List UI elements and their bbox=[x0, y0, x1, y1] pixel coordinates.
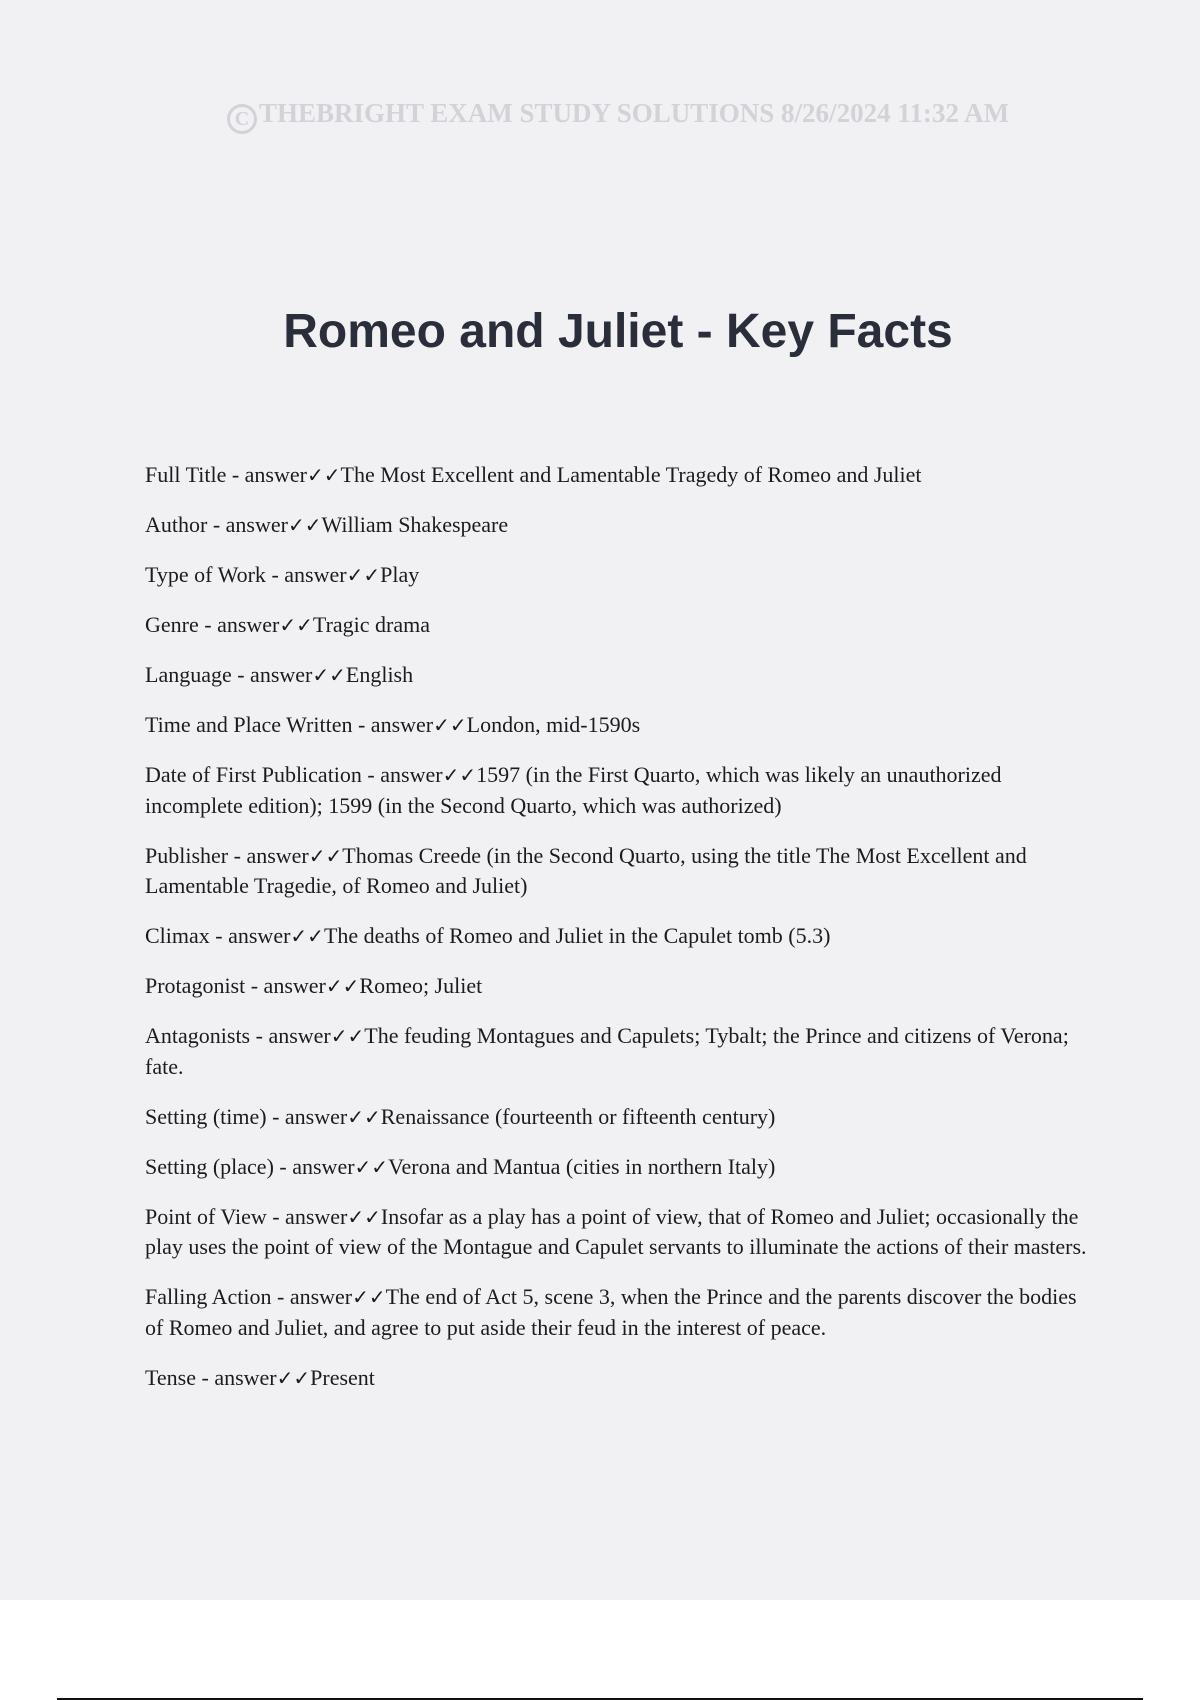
fact-item bbox=[145, 1152, 1090, 1183]
fact-answer: The Most Excellent and Lamentable Tragedy of Romeo and Juliet bbox=[340, 462, 922, 487]
fact-label: Genre bbox=[145, 612, 199, 637]
fact-item bbox=[145, 1282, 1090, 1343]
fact-answer: William Shakespeare bbox=[321, 512, 509, 537]
fact-item bbox=[145, 560, 1090, 591]
double-check-icon: ✓✓ bbox=[306, 463, 341, 487]
fact-separator: - answer bbox=[226, 462, 307, 487]
fact-separator: - answer bbox=[361, 762, 443, 787]
copyright-icon: C bbox=[227, 104, 257, 134]
double-check-icon: ✓✓ bbox=[290, 924, 324, 948]
double-check-icon: ✓✓ bbox=[347, 1204, 381, 1229]
fact-item bbox=[145, 1021, 1090, 1082]
double-check-icon: ✓✓ bbox=[347, 1104, 381, 1129]
fact-label: Language bbox=[145, 662, 232, 687]
fact-label: Protagonist bbox=[145, 973, 246, 998]
watermark-text: THEBRIGHT EXAM STUDY SOLUTIONS 8/26/2024 11:32 AM bbox=[258, 98, 1010, 128]
fact-separator: - answer bbox=[250, 1023, 331, 1048]
double-check-icon: ✓✓ bbox=[279, 613, 313, 637]
fact-separator: - answer bbox=[273, 1153, 355, 1179]
double-check-icon: ✓✓ bbox=[330, 1024, 365, 1048]
fact-label: Type of Work bbox=[145, 562, 266, 587]
fact-item bbox=[145, 510, 1090, 541]
double-check-icon: ✓✓ bbox=[354, 1154, 389, 1179]
fact-separator: - answer bbox=[271, 1284, 353, 1309]
fact-label: Date of First Publication bbox=[145, 762, 362, 787]
fact-separator: - answer bbox=[196, 1364, 277, 1390]
fact-label: Setting (place) bbox=[145, 1153, 274, 1179]
fact-separator: - answer bbox=[228, 842, 309, 868]
facts-list bbox=[145, 460, 1090, 1413]
fact-separator: - answer bbox=[352, 712, 434, 737]
double-check-icon: ✓✓ bbox=[325, 974, 360, 998]
fact-answer: The deaths of Romeo and Juliet in the Capulet tomb (5.3) bbox=[323, 923, 831, 948]
fact-label: Setting (time) bbox=[145, 1103, 267, 1129]
double-check-icon: ✓✓ bbox=[433, 713, 467, 737]
fact-answer: The end of Act 5, scene 3, when the Prince and the parents discover the bodies of Romeo and Juliet, and agree to put aside their feud in the interest of peace. bbox=[145, 1284, 1077, 1340]
fact-item bbox=[145, 971, 1090, 1002]
fact-separator: - answer bbox=[198, 612, 280, 637]
fact-item bbox=[145, 760, 1090, 821]
double-check-icon: ✓✓ bbox=[312, 663, 346, 687]
fact-label: Time and Place Written bbox=[145, 712, 353, 737]
double-check-icon: ✓✓ bbox=[352, 1285, 386, 1309]
fact-separator: - answer bbox=[207, 512, 288, 537]
fact-label: Publisher bbox=[145, 842, 229, 868]
fact-separator: - answer bbox=[209, 923, 291, 948]
double-check-icon: ✓✓ bbox=[276, 1365, 311, 1390]
fact-item bbox=[145, 1202, 1090, 1263]
fact-answer: Renaissance (fourteenth or fifteenth century) bbox=[380, 1103, 776, 1129]
fact-label: Author bbox=[145, 512, 208, 537]
double-check-icon: ✓✓ bbox=[346, 563, 381, 587]
fact-separator: - answer bbox=[266, 1103, 348, 1129]
fact-item bbox=[145, 921, 1090, 952]
fact-answer: Tragic drama bbox=[312, 612, 431, 637]
double-check-icon: ✓✓ bbox=[442, 763, 477, 787]
fact-item bbox=[145, 1102, 1090, 1133]
fact-label: Tense bbox=[145, 1364, 196, 1390]
double-check-icon: ✓✓ bbox=[287, 513, 322, 537]
fact-answer: Present bbox=[310, 1364, 375, 1390]
fact-label: Antagonists bbox=[145, 1023, 251, 1048]
watermark bbox=[0, 98, 1200, 134]
fact-item bbox=[145, 460, 1090, 491]
fact-answer: 1597 (in the First Quarto, which was likely an unauthorized incomplete edition); 1599 (in the Second Quarto, which was authorized) bbox=[145, 762, 1002, 818]
fact-label: Falling Action bbox=[145, 1284, 272, 1309]
fact-answer: The feuding Montagues and Capulets; Tybalt; the Prince and citizens of Verona; fate. bbox=[145, 1023, 1069, 1079]
fact-item bbox=[145, 1363, 1090, 1394]
fact-answer: Verona and Mantua (cities in northern Italy) bbox=[388, 1153, 776, 1179]
fact-item bbox=[145, 710, 1090, 741]
page-title: Romeo and Juliet - Key Facts bbox=[283, 305, 953, 358]
fact-answer: Play bbox=[380, 562, 420, 587]
double-check-icon: ✓✓ bbox=[308, 843, 343, 868]
fact-separator: - answer bbox=[231, 662, 313, 687]
fact-label: Full Title bbox=[145, 462, 227, 487]
fact-item bbox=[145, 841, 1090, 902]
fact-item bbox=[145, 610, 1090, 641]
fact-item bbox=[145, 660, 1090, 691]
fact-separator: - answer bbox=[266, 1203, 348, 1229]
fact-answer: English bbox=[345, 662, 414, 687]
fact-answer: Insofar as a play has a point of view, that of Romeo and Juliet; occasionally the play uses the point of view of the Montague and Capulet servants to illuminate the actions of their masters. bbox=[145, 1203, 1087, 1259]
fact-answer: London, mid-1590s bbox=[466, 712, 641, 737]
fact-label: Point of View bbox=[145, 1203, 267, 1229]
fact-answer: Romeo; Juliet bbox=[359, 973, 483, 998]
fact-separator: - answer bbox=[245, 973, 326, 998]
fact-label: Climax bbox=[145, 923, 210, 948]
fact-answer: Thomas Creede (in the Second Quarto, using the title The Most Excellent and Lamentable Tragedie, of Romeo and Juliet) bbox=[145, 842, 1027, 898]
fact-separator: - answer bbox=[265, 562, 347, 587]
